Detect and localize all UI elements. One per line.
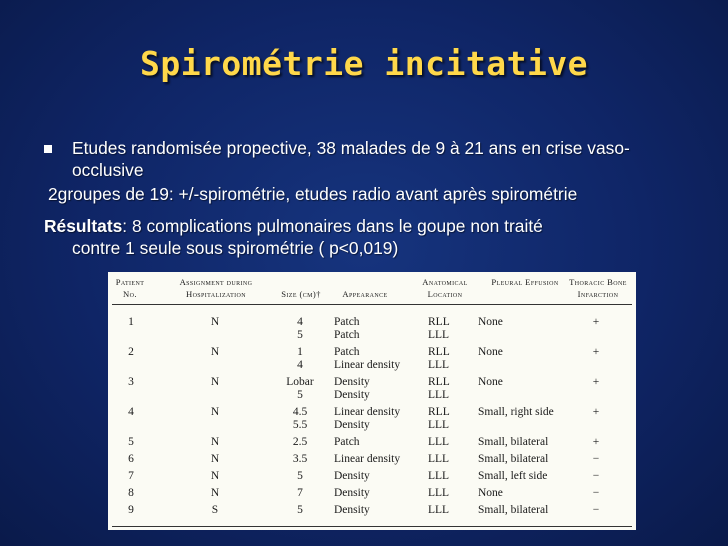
table-cell-location: LLL xyxy=(428,504,450,516)
table-cell-effusion: Small, right side xyxy=(478,406,554,418)
header-patient: Patient No. xyxy=(115,277,145,299)
table-cell-assignment: N xyxy=(210,487,220,499)
results-table-image xyxy=(108,272,636,530)
table-cell-assignment: N xyxy=(210,376,220,388)
table-cell-appearance: Density xyxy=(334,504,370,516)
table-cell-size: 3.5 xyxy=(292,453,308,465)
table-cell-patient: 2 xyxy=(128,346,134,358)
table-cell-assignment: N xyxy=(210,346,220,358)
table-cell-patient: 8 xyxy=(128,487,134,499)
table-cell-size: 1 4 xyxy=(297,346,303,371)
header-location: Anatomical Location xyxy=(422,277,468,299)
table-cell-effusion: Small, left side xyxy=(478,470,548,482)
results-paragraph xyxy=(44,215,664,259)
table-cell-effusion: Small, bilateral xyxy=(478,436,549,448)
table-cell-size: Lobar 5 xyxy=(286,376,314,401)
table-cell-location: LLL xyxy=(428,436,450,448)
table-cell-location: LLL xyxy=(428,487,450,499)
results-text-1: : 8 complications pulmonaires dans le goupe non traité xyxy=(122,216,543,236)
header-size: Size (cm)† xyxy=(281,289,321,299)
table-cell-assignment: N xyxy=(210,470,220,482)
header-infarction: Thoracic Bone Infarction xyxy=(569,277,627,299)
table-cell-infarction: − xyxy=(592,453,600,465)
table-cell-patient: 7 xyxy=(128,470,134,482)
table-cell-location: RLL LLL xyxy=(428,316,450,341)
table-cell-appearance: Density Density xyxy=(334,376,370,401)
table-cell-appearance: Linear density Density xyxy=(334,406,401,431)
table-cell-size: 4.5 5.5 xyxy=(292,406,308,431)
table-cell-size: 5 xyxy=(297,504,303,516)
table-cell-patient: 9 xyxy=(128,504,134,516)
table-cell-patient: 1 xyxy=(128,316,134,328)
table-cell-infarction: + xyxy=(592,346,600,358)
table-cell-location: RLL LLL xyxy=(428,346,450,371)
results-label: Résultats xyxy=(44,216,123,236)
table-cell-patient: 6 xyxy=(128,453,134,465)
table-cell-infarction: + xyxy=(592,316,600,328)
bullet-square-icon xyxy=(44,145,52,153)
table-cell-location: RLL LLL xyxy=(428,376,450,401)
table-cell-appearance: Linear density xyxy=(334,453,401,465)
table-cell-size: 2.5 xyxy=(292,436,308,448)
table-cell-infarction: − xyxy=(592,487,600,499)
table-cell-effusion: None xyxy=(478,487,503,499)
header-assignment: Assignment during Hospitalization xyxy=(179,277,253,299)
table-cell-patient: 4 xyxy=(128,406,134,418)
table-cell-infarction: − xyxy=(592,470,600,482)
table-cell-patient: 3 xyxy=(128,376,134,388)
table-cell-assignment: N xyxy=(210,453,220,465)
table-cell-appearance: Patch Patch xyxy=(334,316,360,341)
header-effusion: Pleural Effusion xyxy=(491,277,559,287)
table-header-rule xyxy=(112,304,632,305)
table-cell-infarction: + xyxy=(592,376,600,388)
table-cell-appearance: Density xyxy=(334,470,370,482)
table-cell-effusion: Small, bilateral xyxy=(478,504,549,516)
table-cell-effusion: Small, bilateral xyxy=(478,453,549,465)
table-cell-infarction: + xyxy=(592,436,600,448)
bullet-study-design: Etudes randomisée propective, 38 malades de 9 à 21 ans en crise vaso-occlusive xyxy=(72,138,630,180)
results-text-2: contre 1 seule sous spirométrie ( p<0,019) xyxy=(72,238,399,258)
table-cell-effusion: None xyxy=(478,316,503,328)
table-cell-size: 4 5 xyxy=(297,316,303,341)
table-cell-location: LLL xyxy=(428,470,450,482)
header-appearance: Appearance xyxy=(342,289,388,299)
table-cell-patient: 5 xyxy=(128,436,134,448)
table-cell-appearance: Density xyxy=(334,487,370,499)
table-cell-infarction: + xyxy=(592,406,600,418)
table-cell-assignment: N xyxy=(210,406,220,418)
slide-title: Spirométrie incitative xyxy=(139,44,589,83)
table-cell-effusion: None xyxy=(478,346,503,358)
table-cell-location: RLL LLL xyxy=(428,406,450,431)
table-cell-size: 5 xyxy=(297,470,303,482)
table-cell-assignment: N xyxy=(210,436,220,448)
table-cell-location: LLL xyxy=(428,453,450,465)
table-cell-appearance: Patch xyxy=(334,436,360,448)
table-bottom-rule xyxy=(112,526,632,527)
table-cell-size: 7 xyxy=(297,487,303,499)
table-cell-assignment: N xyxy=(210,316,220,328)
table-cell-effusion: None xyxy=(478,376,503,388)
table-cell-infarction: − xyxy=(592,504,600,516)
table-cell-appearance: Patch Linear density xyxy=(334,346,401,371)
table-cell-assignment: S xyxy=(211,504,219,516)
line-groups: 2groupes de 19: +/-spirométrie, etudes radio avant après spirométrie xyxy=(48,184,578,204)
